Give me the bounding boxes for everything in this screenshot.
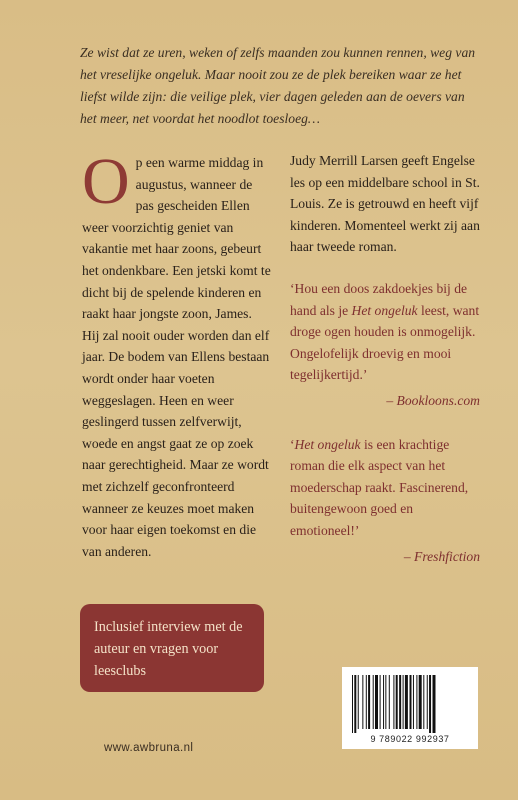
drop-cap: O [82, 145, 130, 218]
quote-2-pre: ‘ [290, 436, 295, 452]
author-bio: Judy Merrill Larsen geeft Engelse les op een middelbare school in St. Louis. Ze is getrouwd en heeft vijf kinderen. Momenteel werkt zij aan haar tweede roman. [290, 153, 480, 255]
publisher-website[interactable]: www.awbruna.nl [104, 742, 194, 754]
quote-1-pre: ‘Hou een doos zakdoekjes bij de hand als je [290, 280, 468, 318]
intro-teaser: Ze wist dat ze uren, weken of zelfs maanden zou kunnen rennen, weg van het vreselijke ongeluk. Maar nooit zou ze de plek bereiken waar ze het liefst wilde zijn: die veilige plek, vier dagen geleden aan de oevers van het meer, net voordat het noodlot toesloeg… [80, 45, 476, 126]
isbn-barcode [342, 667, 478, 749]
summary-text: p een warme middag in augustus, wanneer de pas gescheiden Ellen weer voorzichtig geniet van vakantie met haar zoons, gebeurt het ondenkbare. Een jetski komt te dicht bij de spelende kinderen en raakt haar jongste zoon, James. Hij zal nooit ouder worden dan elf jaar. De bodem van Ellens bestaan wordt onder haar voeten weggeslagen. Heen en weer geslingerd tussen zelfverwijt, woede en angst gaat ze op zoek naar gerechtigheid. Maar ze wordt met zichzelf geconfronteerd wanneer ze keuzes moet maken voor haar eigen toekomst en die van anderen. [82, 155, 271, 559]
isbn-number: 9 789022 992937 [370, 734, 450, 744]
review-quote-1 [290, 278, 480, 386]
summary-column [82, 145, 272, 562]
quote-1-post: leest, want droge ogen houden is onmogelijk. Ongelofelijk droevig en mooi tegelijkertijd.’ [290, 302, 480, 383]
quote-2-book-title: Het ongeluk [294, 436, 361, 452]
quote-2-post: is een krachtige roman die elk aspect van het moederschap raakt. Fascinerend, buitengewoon goed en emotioneel!’ [290, 436, 469, 538]
barcode-bars [350, 675, 470, 733]
review-source-1: – Bookloons.com [386, 392, 480, 408]
quote-1-book-title: Het ongeluk [351, 302, 418, 318]
review-source-2: – Freshfiction [403, 548, 480, 564]
right-column [290, 150, 480, 589]
bonus-content-badge: Inclusief interview met de auteur en vragen voor leesclubs [80, 604, 264, 692]
review-quote-2 [290, 434, 480, 542]
